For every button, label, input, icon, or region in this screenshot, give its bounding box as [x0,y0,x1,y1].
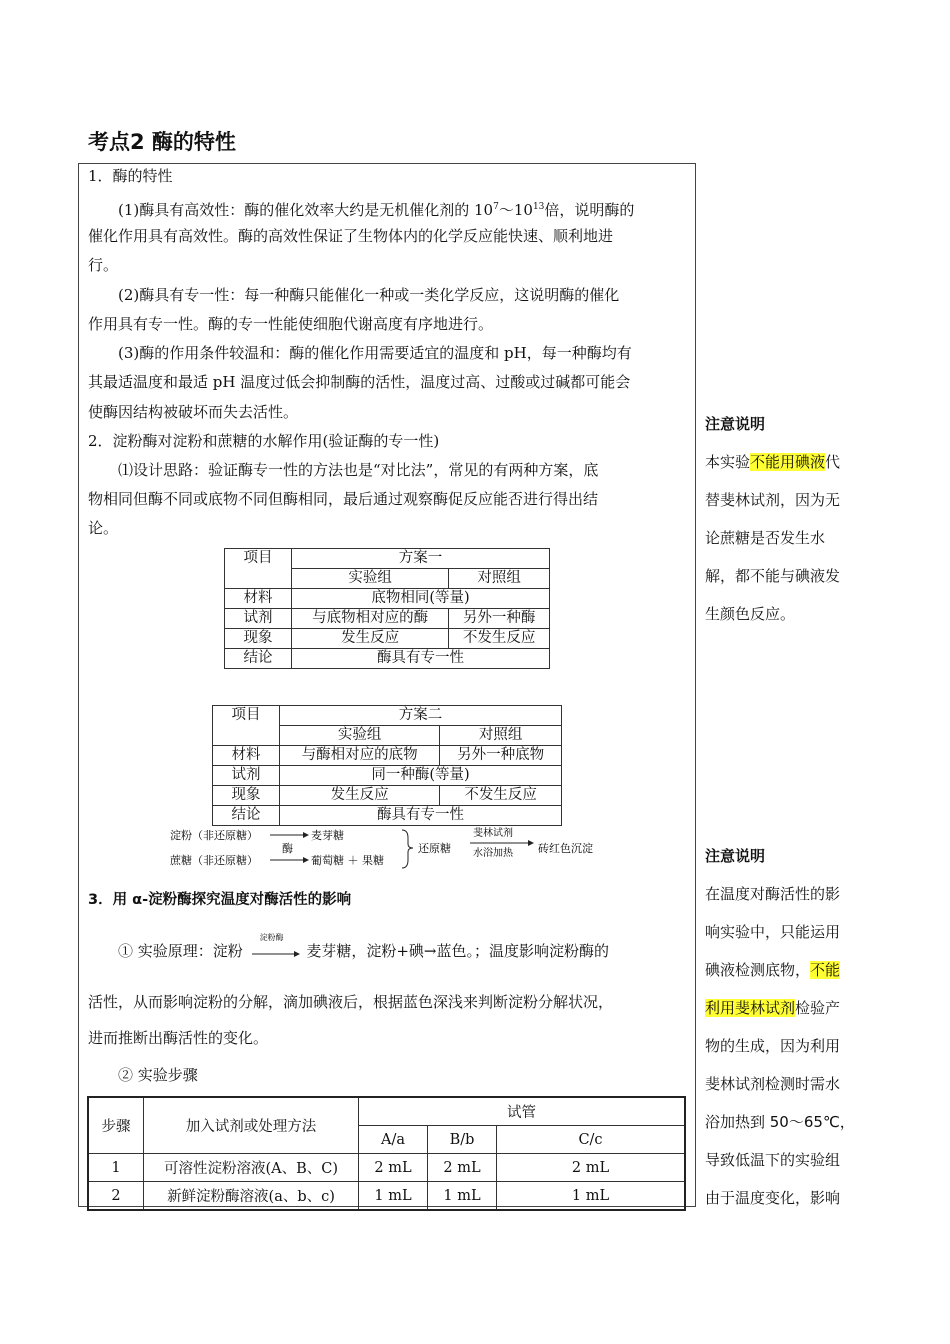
table-cell: 试剂 [213,766,280,786]
side-note-line: 在温度对酶活性的影 [705,885,841,903]
side-note-line: 论蔗糖是否发生水 [705,529,826,547]
steps-header-tube-a: A/a [359,1126,428,1154]
section1-heading: 1．酶的特性 [88,167,173,185]
steps-header-tube-b: B/b [428,1126,497,1154]
plan2-table [212,705,562,826]
side-note-line: 本实验不能用碘液代 [705,453,841,471]
table-cell: 与底物相对应的酶 [292,609,449,629]
side-note-line: 响实验中，只能运用 [705,923,841,941]
table-row [225,649,550,669]
side-note-line: 浴加热到 50～65℃， [705,1113,855,1131]
diagram-sucrose: 蔗糖（非还原糖） [170,854,258,867]
side-note-line: 由于温度变化，影响 [705,1189,841,1207]
enzyme-arrow [248,933,302,962]
table-row [213,766,562,786]
side-note-heading: 注意说明 [705,415,766,433]
diagram-maltose: 麦芽糖 [311,829,344,842]
side-note-1 [705,405,863,633]
diagram-enzyme: 酶 [282,842,293,855]
steps-header-step: 步骤 [88,1097,144,1154]
table-cell: 2 mL [428,1154,497,1182]
table-row [225,609,550,629]
table-header-ctrl: 对照组 [440,726,562,746]
section1-p3-line2: 其最适温度和最适 pH 温度过低会抑制酶的活性，温度过高、过酸或过碱都可能会 [88,373,631,391]
table-cell: 结论 [225,649,292,669]
diagram-glucose-fructose: 葡萄糖 ＋ 果糖 [311,854,384,867]
table-cell: 1 [88,1154,144,1182]
section3-principle-line3: 进而推断出酶活性的变化。 [88,1029,269,1047]
table-cell: 1 mL [428,1182,497,1211]
table-cell: 2 [88,1182,144,1211]
table-header-ctrl: 对照组 [449,569,550,589]
section1-p2: (2)酶具有专一性：每一种酶只能催化一种或一类化学反应，这说明酶的催化 [118,286,620,304]
side-note-line: 替斐林试剂，因为无 [705,491,841,509]
table-cell: 新鲜淀粉酶溶液(a、b、c) [144,1182,359,1211]
section3-steps-label: ② 实验步骤 [118,1066,198,1084]
section2-p1-line3: 论。 [88,519,119,537]
table-header-exp: 实验组 [280,726,440,746]
diagram-fehling: 斐林试剂 [473,828,513,839]
table-cell: 现象 [225,629,292,649]
section1-p2-line2: 作用具有专一性。酶的专一性能使细胞代谢高度有序地进行。 [88,315,494,333]
diagram-water-bath: 水浴加热 [473,848,513,859]
side-note-heading: 注意说明 [705,847,766,865]
section3-heading: 3．用 α-淀粉酶探究温度对酶活性的影响 [88,892,352,908]
table-row [225,589,550,609]
table-cell: 2 mL [497,1154,686,1182]
table-cell: 酶具有专一性 [280,806,562,826]
diagram-result: 砖红色沉淀 [538,842,593,855]
table-cell: 底物相同(等量) [292,589,550,609]
section2-p1-line2: 物相同但酶不同或底物不同但酶相同，最后通过观察酶促反应能否进行得出结 [88,490,599,508]
side-note-line: 解，都不能与碘液发 [705,567,841,585]
table-row [213,746,562,766]
table-row [88,1154,685,1182]
side-note-line: 斐林试剂检测时需水 [705,1075,841,1093]
side-note-line: 碘液检测底物，不能 [705,961,841,979]
section1-p1-line2: 催化作用具有高效性。酶的高效性保证了生物体内的化学反应能快速、顺利地进 [88,227,614,245]
section3-principle: ① 实验原理：淀粉 淀粉酶 麦芽糖，淀粉+碘→蓝色。；温度影响淀粉酶的 [118,933,609,960]
table-cell: 1 mL [359,1182,428,1211]
table-cell: 结论 [213,806,280,826]
table-cell: 材料 [213,746,280,766]
steps-table [87,1096,686,1211]
table-header-item: 项目 [225,549,292,589]
table-cell: 发生反应 [292,629,449,649]
table-header-item: 项目 [213,706,280,746]
diagram-starch: 淀粉（非还原糖） [170,829,258,842]
steps-header-method: 加入试剂或处理方法 [144,1097,359,1154]
table-header-plan: 方案一 [292,549,550,569]
section1-p3: (3)酶的作用条件较温和：酶的催化作用需要适宜的温度和 pH，每一种酶均有 [118,344,632,362]
table-row [213,806,562,826]
side-note-line: 物的生成，因为利用 [705,1037,841,1055]
table-header-plan: 方案二 [280,706,562,726]
steps-header-tube-c: C/c [497,1126,686,1154]
side-note-2 [705,837,863,1217]
table-cell: 不发生反应 [440,786,562,806]
table-cell: 与酶相对应的底物 [280,746,440,766]
section1-p3-line3: 使酶因结构被破坏而失去活性。 [88,403,299,421]
section2-p1: ⑴设计思路：验证酶专一性的方法也是“对比法”，常见的有两种方案，底 [118,461,599,479]
table-cell: 可溶性淀粉溶液(A、B、C) [144,1154,359,1182]
diagram-reducing-sugar: 还原糖 [418,842,451,855]
side-note-line: 生颜色反应。 [705,605,796,623]
page-title: 考点2 酶的特性 [88,130,236,154]
table-cell: 同一种酶(等量) [280,766,562,786]
table-cell: 2 mL [359,1154,428,1182]
table-cell: 不发生反应 [449,629,550,649]
table-cell: 酶具有专一性 [292,649,550,669]
hydrolysis-diagram [170,826,610,874]
arrow-label: 淀粉酶 [259,933,284,942]
table-row [225,629,550,649]
section2-heading: 2．淀粉酶对淀粉和蔗糖的水解作用(验证酶的专一性) [88,432,440,450]
table-header-exp: 实验组 [292,569,449,589]
side-note-line: 导致低温下的实验组 [705,1151,841,1169]
table-row [88,1182,685,1211]
side-note-line: 利用斐林试剂检验产 [705,999,841,1017]
steps-header-tube: 试管 [359,1097,686,1126]
plan1-table [224,548,550,669]
section1-p1-line3: 行。 [88,256,119,274]
table-cell: 另外一种底物 [440,746,562,766]
table-cell: 试剂 [225,609,292,629]
table-cell: 现象 [213,786,280,806]
table-cell: 1 mL [497,1182,686,1211]
table-cell: 材料 [225,589,292,609]
section1-p1: (1)酶具有高效性：酶的催化效率大约是无机催化剂的 $10^7\sim 10^{13}$倍，说明酶的 [118,201,635,219]
section3-principle-line2: 活性，从而影响淀粉的分解，滴加碘液后，根据蓝色深浅来判断淀粉分解状况， [88,993,614,1011]
table-cell: 发生反应 [280,786,440,806]
table-cell: 另外一种酶 [449,609,550,629]
table-row [213,786,562,806]
